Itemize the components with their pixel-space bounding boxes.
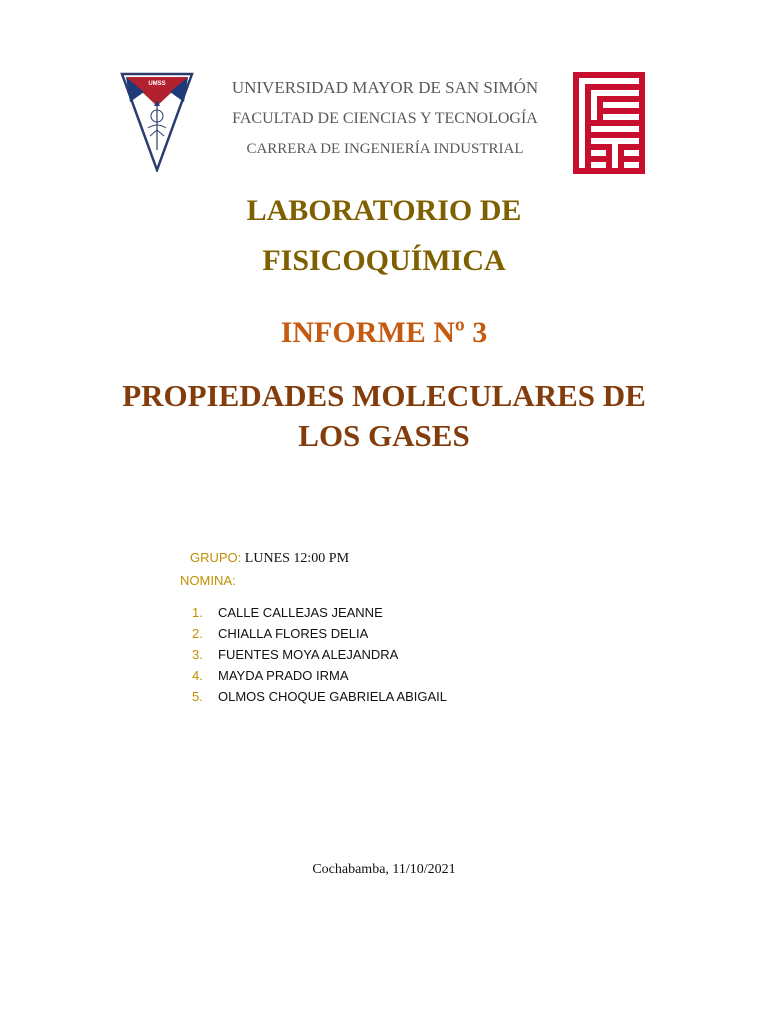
member-name: OLMOS CHOQUE GABRIELA ABIGAIL — [218, 689, 448, 704]
roster-label: NOMINA: — [180, 573, 236, 588]
university-name: UNIVERSIDAD MAYOR DE SAN SIMÓN — [231, 78, 539, 97]
member-number: 3. — [192, 647, 203, 662]
umss-logo-text: UMSS — [148, 81, 166, 87]
member-name: CALLE CALLEJAS JEANNE — [218, 605, 383, 620]
career-name: CARRERA DE INGENIERÍA INDUSTRIAL — [246, 141, 524, 157]
member-number: 5. — [192, 689, 203, 704]
member-number: 4. — [192, 668, 203, 683]
report-topic-line-2: LOS GASES — [298, 418, 470, 453]
member-name: FUENTES MOYA ALEJANDRA — [218, 647, 399, 662]
group-label: GRUPO: — [190, 550, 242, 565]
report-topic-line-1: PROPIEDADES MOLECULARES DE — [122, 378, 646, 413]
list-item — [192, 647, 447, 668]
umss-logo — [120, 72, 194, 172]
faculty-name: FACULTAD DE CIENCIAS Y TECNOLOGÍA — [232, 110, 538, 127]
group-value: LUNES 12:00 PM — [244, 551, 350, 566]
list-item — [192, 668, 447, 689]
member-list — [192, 605, 447, 710]
report-topic — [0, 376, 768, 456]
member-number: 2. — [192, 626, 203, 641]
list-item — [192, 689, 447, 710]
lab-title-line-1: LABORATORIO DE — [246, 194, 522, 227]
member-name: CHIALLA FLORES DELIA — [218, 626, 369, 641]
place-date: Cochabamba, 11/10/2021 — [312, 862, 456, 877]
list-item — [192, 605, 447, 626]
member-number: 1. — [192, 605, 203, 620]
lab-title-line-2: FISICOQUÍMICA — [262, 244, 506, 277]
member-name: MAYDA PRADO IRMA — [218, 668, 349, 683]
list-item — [192, 626, 447, 647]
report-number: INFORME Nº 3 — [280, 316, 488, 349]
fcyt-logo — [573, 72, 645, 174]
group-info — [190, 550, 349, 567]
